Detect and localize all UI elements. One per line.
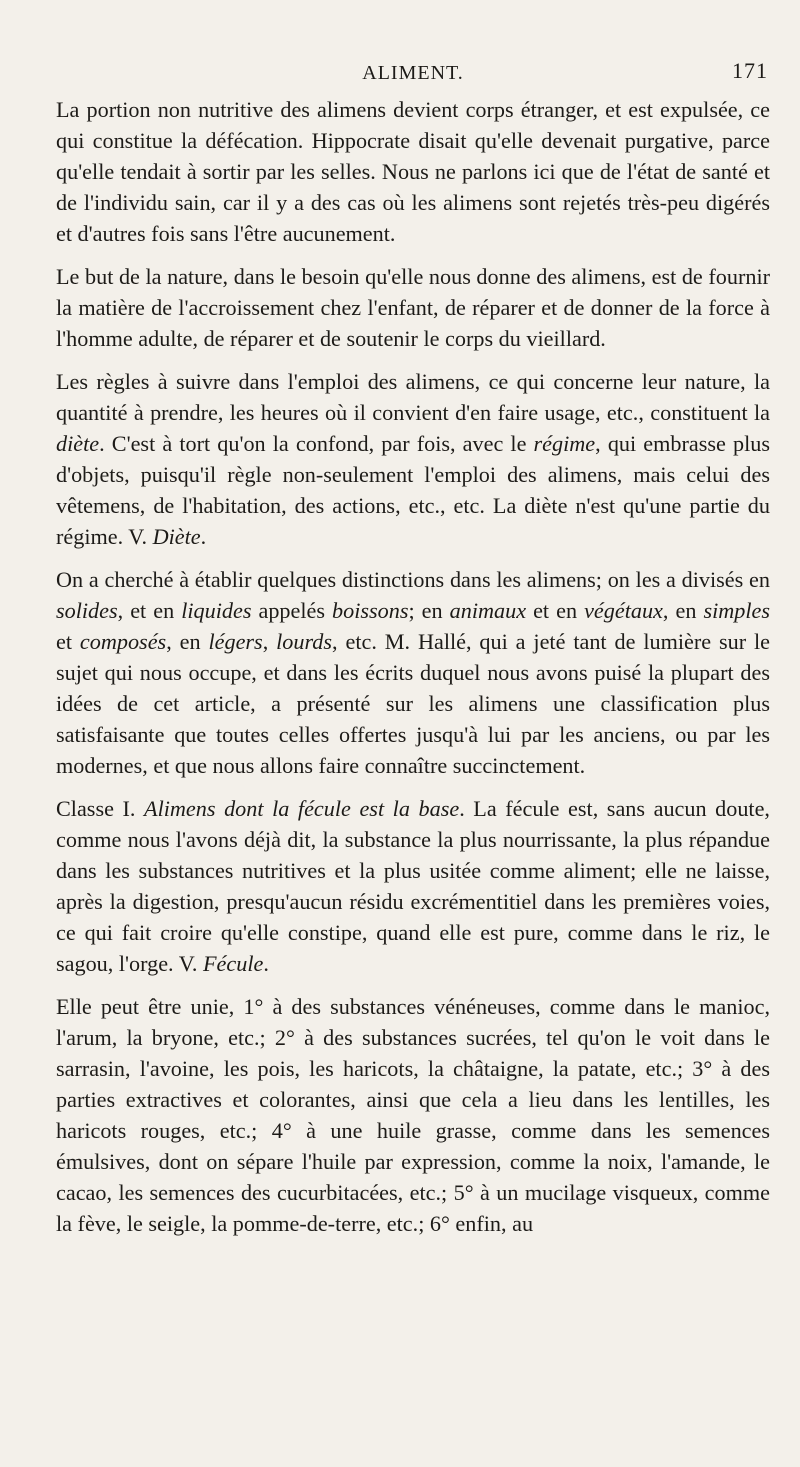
paragraph xyxy=(56,94,770,249)
text-run: . C'est à tort qu'on la confond, par fois, avec le xyxy=(99,431,534,456)
italic-term: animaux xyxy=(449,598,527,623)
italic-term: régime xyxy=(533,431,596,456)
italic-term: solides xyxy=(56,598,118,623)
text-run: , xyxy=(262,629,277,654)
text-run: Les règles à suivre dans l'emploi des alimens, ce qui concerne leur nature, la quantité à prendre, les heures où il convient d'en faire usage, etc., constituent la xyxy=(56,369,770,425)
text-run: et xyxy=(56,629,80,654)
italic-term: Fécule xyxy=(203,951,264,976)
paragraph xyxy=(56,564,770,781)
italic-term: simples xyxy=(703,598,770,623)
page-header xyxy=(56,58,770,94)
text-run: . xyxy=(200,524,207,549)
text-run: On a cherché à établir quelques distinctions dans les alimens; on les a divisés en xyxy=(56,567,770,592)
text-run: , et en xyxy=(117,598,182,623)
italic-term: diète xyxy=(56,431,100,456)
page-number: 171 xyxy=(732,58,768,83)
paragraph xyxy=(56,366,770,552)
text-run: Le but de la nature, dans le besoin qu'elle nous donne des alimens, est de fournir la matière de l'accroissement chez l'enfant, de réparer et de donner de la force à l'homme adulte, de réparer et de soutenir le corps du vieillard. xyxy=(56,264,770,351)
text-run: , qui embrasse plus d'objets, puisqu'il règle non-seulement l'emploi des alimens, mais celui des vêtemens, de l'habitation, des actions, etc., etc. La diète n'est qu'une partie du régime. V. xyxy=(56,431,770,549)
italic-term: végétaux xyxy=(584,598,663,623)
paragraph xyxy=(56,793,770,979)
italic-term: lourds xyxy=(276,629,333,654)
text-run: appelés xyxy=(251,598,333,623)
italic-term: composés xyxy=(79,629,167,654)
text-run: et en xyxy=(526,598,585,623)
italic-term: liquides xyxy=(181,598,252,623)
body-text xyxy=(56,94,770,1239)
text-run: , en xyxy=(662,598,704,623)
text-run: ; en xyxy=(408,598,450,623)
italic-term: légers xyxy=(208,629,263,654)
italic-term: Alimens dont la fécule est la base xyxy=(144,796,460,821)
text-run: , etc. M. Hallé, qui a jeté tant de lumière sur le sujet qui nous occupe, et dans les écrits duquel nous avons puisé la plupart des idées de cet article, a présenté sur les alimens une classification plus satisfaisante que toutes celles offertes jusqu'à lui par les anciens, ou par les modernes, et que nous allons faire connaître succinctement. xyxy=(56,629,770,778)
paragraph xyxy=(56,991,770,1239)
italic-term: boissons xyxy=(332,598,409,623)
text-run: . xyxy=(263,951,269,976)
text-run: , en xyxy=(166,629,209,654)
paragraph xyxy=(56,261,770,354)
text-run: . La fécule est, sans aucun doute, comme nous l'avons déjà dit, la substance la plus nourrissante, la plus répandue dans les substances nutritives et la plus usitée comme aliment; elle ne laisse, après la digestion, presqu'aucun résidu excrémentitiel dans les premières voies, ce qui fait croire qu'elle constipe, quand elle est pure, comme dans le riz, le sagou, l'orge. V. xyxy=(56,796,770,976)
italic-term: Diète xyxy=(152,524,201,549)
text-run: Classe I. xyxy=(56,796,145,821)
text-run: La portion non nutritive des alimens devient corps étranger, et est expulsée, ce qui constitue la défécation. Hippocrate disait qu'elle devenait purgative, parce qu'elle tendait à sortir par les selles. Nous ne parlons ici que de l'état de santé et de l'individu sain, car il y a des cas où les alimens sont rejetés très-peu digérés et d'autres fois sans l'être aucunement. xyxy=(56,97,770,246)
running-title: ALIMENT. xyxy=(362,62,464,84)
text-run: Elle peut être unie, 1° à des substances vénéneuses, comme dans le manioc, l'arum, la bryone, etc.; 2° à des substances sucrées, tel qu'on le voit dans le sarrasin, l'avoine, les pois, les haricots, la châtaigne, la patate, etc.; 3° à des parties extractives et colorantes, ainsi que cela a lieu dans les lentilles, les haricots rouges, etc.; 4° à une huile grasse, comme dans les semences émulsives, dont on sépare l'huile par expression, comme la noix, l'amande, le cacao, les semences des cucurbitacées, etc.; 5° à un mucilage visqueux, comme la fève, le seigle, la pomme-de-terre, etc.; 6° enfin, au xyxy=(56,994,770,1236)
